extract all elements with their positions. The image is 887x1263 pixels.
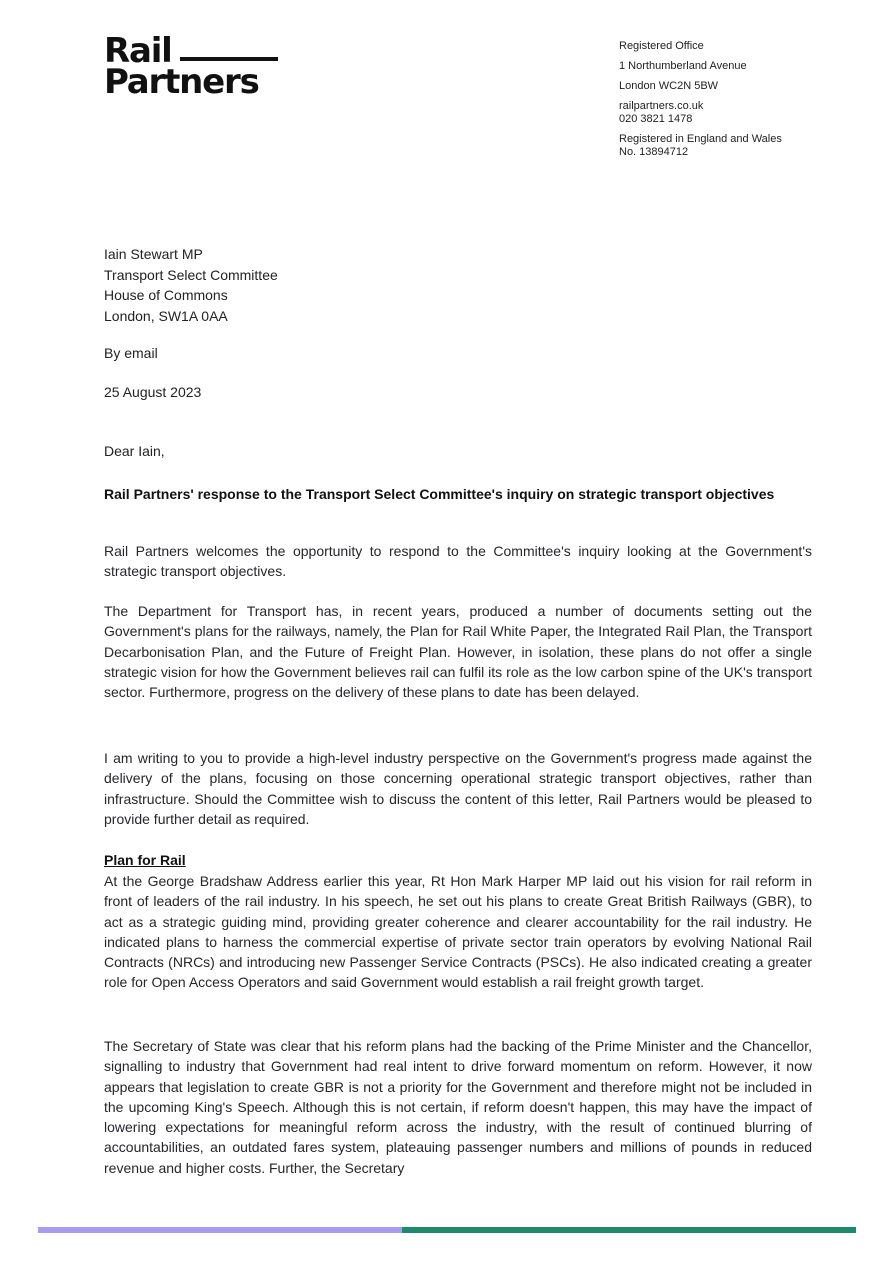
salutation: Dear Iain, [104,443,165,459]
office-address-line2: London WC2N 5BW [619,80,719,92]
section-heading-plan-for-rail: Plan for Rail [104,852,186,868]
rail-partners-logo [104,31,278,102]
letter-date: 25 August 2023 [104,384,202,400]
recipient-address [104,244,278,326]
logo-underline [180,57,278,61]
office-address-line1: 1 Northumberland Avenue [619,60,747,72]
registered-in: Registered in England and Wales [619,133,782,145]
logo-text-rail: Rail [104,31,172,71]
paragraph-intro: Rail Partners welcomes the opportunity to respond to the Committee's inquiry looking at the Government's strategic transport objectives. [104,543,812,580]
recipient-committee: Transport Select Committee [104,266,278,283]
recipient-city: London, SW1A 0AA [104,307,228,324]
paragraph-dft-plans: The Department for Transport has, in recent years, produced a number of documents setting out the Government's plans for the railways, namely, the Plan for Rail White Paper, the Integrated Rail Plan, the Transport Decarbonisation Plan, and the Future of Freight Plan. However, in isolation, these plans do not offer a single strategic vision for how the Government believes rail can fulfil its role as the low carbon spine of the UK's transport sector. Furthermore, progress on the delivery of these plans to date has been delayed. [104,603,812,701]
footer-bar-purple [38,1227,402,1233]
website-link[interactable]: railpartners.co.uk [619,100,704,112]
recipient-house: House of Commons [104,287,228,303]
recipient-name: Iain Stewart MP [104,246,203,262]
registered-office-block [619,40,782,159]
delivery-method: By email [104,345,158,361]
letter-subject: Rail Partners' response to the Transport Select Committee's inquiry on strategic transport objectives [104,486,775,502]
registered-office-title: Registered Office [619,40,704,52]
footer-color-bar [38,1227,856,1233]
company-number: No. 13894712 [619,146,689,158]
paragraph-purpose: I am writing to you to provide a high-level industry perspective on the Government's progress made against the delivery of the plans, focusing on those concerning operational strategic transport objectives, rather than infrastructure. Should the Committee wish to discuss the content of this letter, Rail Partners would be pleased to provide further detail as required. [104,750,812,827]
footer-bar-teal [402,1227,856,1233]
paragraph-bradshaw-address: At the George Bradshaw Address earlier this year, Rt Hon Mark Harper MP laid out his vision for rail reform in front of leaders of the rail industry. In his speech, he set out his plans to create Great British Railways (GBR), to act as a strategic guiding mind, providing greater coherence and clearer accountability for the rail industry. He indicated plans to harness the commercial expertise of private sector train operators by evolving National Rail Contracts (NRCs) and introducing new Passenger Service Contracts (PSCs). He also indicated creating a greater role for Open Access Operators and said Government would establish a rail freight growth target. [104,873,812,991]
logo-text-partners: Partners [104,62,259,102]
paragraph-secretary-of-state: The Secretary of State was clear that his reform plans had the backing of the Prime Minister and the Chancellor, signalling to industry that Government had real intent to drive forward momentum on reform. However, it now appears that legislation to create GBR is not a priority for the Government and therefore might not be included in the upcoming King's Speech. Although this is not certain, if reform doesn't happen, this may have the impact of lowering expectations for meaningful reform across the industry, with the result of continued blurring of accountabilities, an outdated fares system, plateauing passenger numbers and millions of pounds in reduced revenue and higher costs. Further, the Secretary [104,1038,812,1176]
phone-number: 020 3821 1478 [619,113,693,125]
